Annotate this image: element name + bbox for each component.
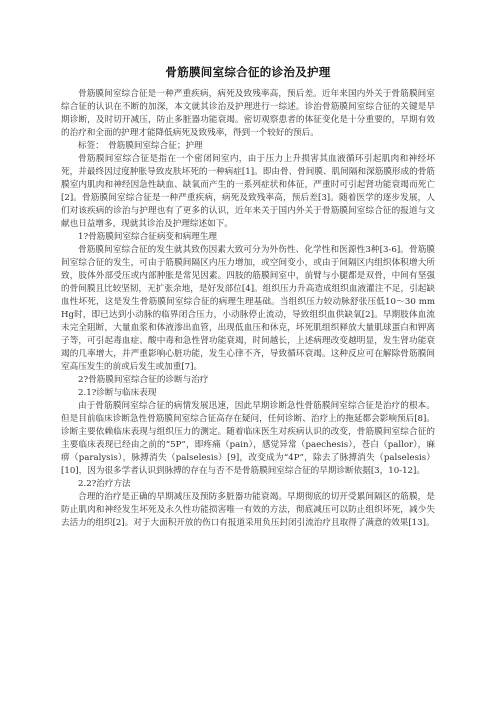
intro-paragraph: 骨筋膜间室综合征是指在一个密闭间室内，由于压力上升损害其血液循环引起肌肉和神经坏死，并最终因过度肿胀导致皮肤坏死的一种病症[1]。即由骨、骨间膜、肌间隔和深筋膜形成的骨筋膜室内肌肉和神经因急性缺血、缺氧而产生的一系列症状和体征，严重时可引起肾功能衰竭而死亡[2]。骨筋膜间室综合征是一种严重疾病，病死及致残率高，预后差[3]。随着医学的逐步发展，人们对该疾病的诊治与护理也有了更多的认识，近年来关于国内外关于骨筋膜间室综合征的报道与文献也日益增多，现就其诊治及护理综述如下。 bbox=[61, 154, 435, 229]
diagnosis-paragraph: 由于骨筋膜间室综合征的病情发展迅速，因此早期诊断急性骨筋膜间室综合征是治疗的根本。但是目前临床诊断急性骨筋膜间室综合征高存在疑问，任何诊断、治疗上的拖延都会影响预后[8]。诊断主要依赖临床表现与组织压力的测定。随着临床医生对疾病认识的改变，骨筋膜间室综合征的主要临床表现已经由之前的“5P”，即疼痛（pain），感觉异常（paechesis），苍白（pallor），麻痹（paralysis），脉搏消失（palselesis）[9]，改变成为“4P”，除去了脉搏消失（palselesis）[10]，因为很多学者认识到脉搏的存在与否不是骨筋膜间室综合征的早期诊断依据[3，10-12]。 bbox=[61, 401, 435, 476]
subsection-heading-2-1: 2.1?诊断与临床表现 bbox=[78, 388, 157, 398]
treatment-paragraph: 合理的治疗是正确的早期减压及预防多脏器功能衰竭。早期彻底的切开受累间隔区的筋膜，是防止肌肉和神经发生坏死及永久性功能损害唯一有效的方法，彻底减压可以防止组织坏死，减少失去活力的组织[2]。对于大面积开放的伤口有报道采用负压封闭引流治疗且取得了满意的效果[13]。 bbox=[61, 492, 435, 528]
document-body bbox=[61, 88, 435, 530]
subsection-heading-2-2: 2.2?治疗方法 bbox=[78, 479, 131, 489]
document-title: 骨筋膜间室综合征的诊治及护理 bbox=[165, 65, 331, 79]
keywords-line: 标签： 骨筋膜间室综合征；护理 bbox=[78, 141, 203, 151]
abstract-paragraph: 骨筋膜间室综合征是一种严重疾病，病死及致残率高，预后差。近年来国内外关于骨筋膜间室综合征的认识在不断的加深，本文就其诊治及护理进行一综述。诊治骨筋膜间室综合征的关键是早期诊断，及时切开减压，防止多脏器功能衰竭。密切观察患者的体征变化是十分重要的，早期有效的治疗和全面的护理才能降低病死及致残率，得到一个较好的预后。 bbox=[61, 89, 435, 138]
section-heading-2: 2?骨筋膜间室综合征的诊断与治疗 bbox=[78, 375, 209, 385]
section-heading-1: 1?骨筋膜间室综合征病变和病理生理 bbox=[78, 232, 217, 242]
pathology-paragraph: 骨筋膜间室综合征的发生就其致伤因素大致可分为外伤性、化学性和医源性3种[3-6]。骨筋膜间室综合征的发生，可由于筋膜间隔区内压力增加，或空间变小，或由于间隔区内组织体积增大所致，肢体外部受压或内部肿胀是常见因素。四肢的筋膜间室中，前臂与小腿都是双骨，中间有坚强的骨间膜且比较坚韧，无扩张余地，是好发部位[4]。组织压力升高造成组织血液灌注不足，引起缺血性坏死，这是发生骨筋膜间室综合征的病理生理基础。当组织压力较动脉舒张压低10～30 mm Hg时，即已达到小动脉的临界闭合压力，小动脉停止流动，导致组织血供缺氧[2]。早期肢体血流未完全阻断，大量血浆和体液渗出血管，出现低血压和休克，坏死肌组织释放大量肌球蛋白和钾离子等，可引起毒血症、酸中毒和急性肾功能衰竭，时间越长，上述病理改变越明显，发生肾功能衰竭的几率增大，并严重影响心脏功能，发生心律不齐，导致循环衰竭。这种反应可在解除骨筋膜间室高压发生的前或后发生或加重[7]。 bbox=[61, 245, 435, 372]
